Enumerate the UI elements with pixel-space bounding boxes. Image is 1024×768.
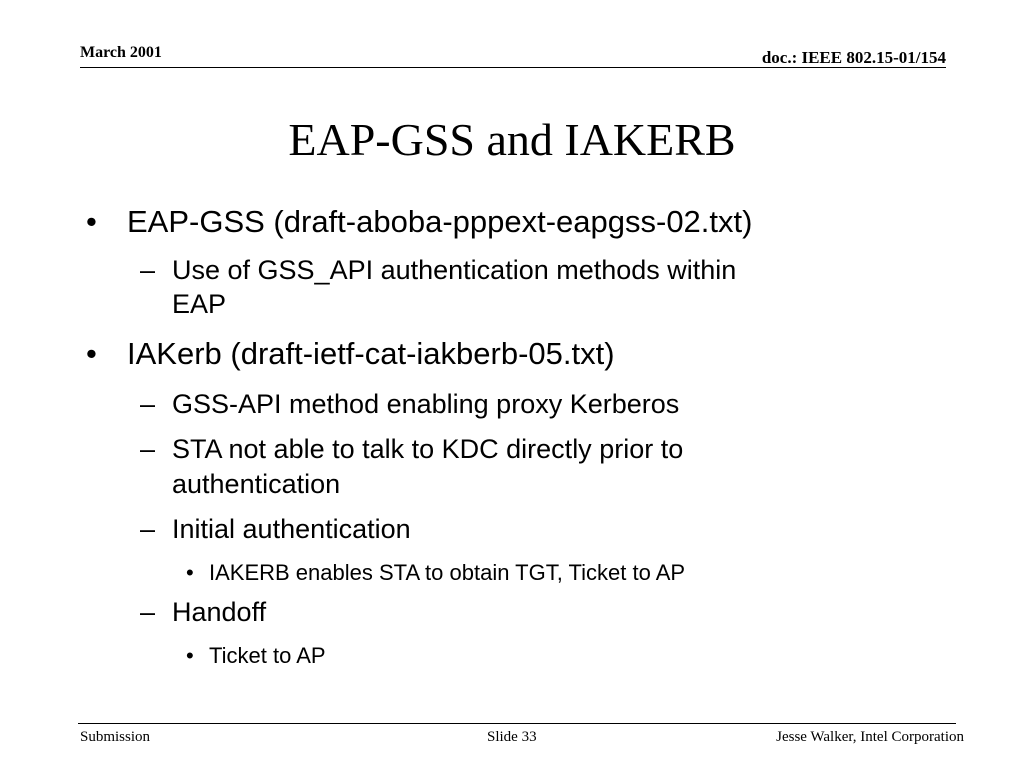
slide-title: EAP-GSS and IAKERB xyxy=(288,114,736,165)
footer-author: Jesse Walker, Intel Corporation xyxy=(776,729,964,745)
footer-slide-number: Slide 33 xyxy=(487,729,537,745)
sub-sub-bullet-text: IAKERB enables STA to obtain TGT, Ticket to AP xyxy=(209,560,686,585)
bullet-text: IAKerb (draft-ietf-cat-iakberb-05.txt) xyxy=(127,336,615,371)
sub-bullet-text-continued: authentication xyxy=(172,469,341,499)
header-date: March 2001 xyxy=(80,44,162,61)
sub-sub-bullet-marker: • xyxy=(186,643,194,668)
sub-bullet-marker: – xyxy=(140,389,156,419)
footer-rule xyxy=(78,723,956,724)
sub-bullet-marker: – xyxy=(140,514,156,544)
footer-submission: Submission xyxy=(80,729,151,745)
sub-sub-bullet-marker: • xyxy=(186,560,194,585)
sub-bullet-marker: – xyxy=(140,434,156,464)
sub-bullet-text: Use of GSS_API authentication methods within xyxy=(172,255,737,285)
bullet-marker: • xyxy=(86,204,97,239)
sub-bullet-text: Initial authentication xyxy=(172,514,411,544)
sub-bullet-marker: – xyxy=(140,597,156,627)
sub-sub-bullet-text: Ticket to AP xyxy=(209,643,326,668)
bullet-marker: • xyxy=(86,336,97,371)
sub-bullet-text-continued: EAP xyxy=(172,289,227,319)
bullet-text: EAP-GSS (draft-aboba-pppext-eapgss-02.txt) xyxy=(127,204,753,239)
sub-bullet-text: GSS-API method enabling proxy Kerberos xyxy=(172,389,680,419)
sub-bullet-text: Handoff xyxy=(172,597,267,627)
sub-bullet-text: STA not able to talk to KDC directly prior to xyxy=(172,434,684,464)
sub-bullet-marker: – xyxy=(140,255,156,285)
header-doc-id: doc.: IEEE 802.15-01/154 xyxy=(761,48,946,67)
